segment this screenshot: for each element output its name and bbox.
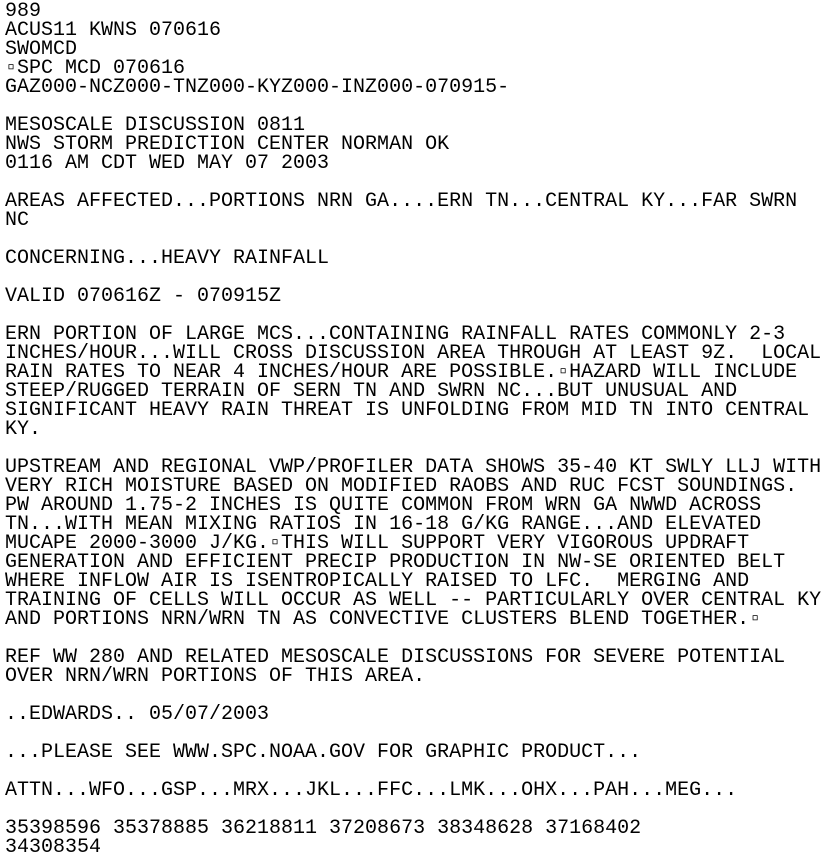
attn-line: ATTN...WFO...GSP...MRX...JKL...FFC...LMK...OHX...PAH...MEG... (5, 779, 738, 802)
wmo-header: ACUS11 KWNS 070616 (5, 19, 222, 42)
summary-line: INCHES/HOUR...WILL CROSS DISCUSSION AREA THROUGH AT LEAST 9Z. LOCAL (5, 342, 822, 365)
discussion-line: MUCAPE 2000-3000 J/KG.▫THIS WILL SUPPORT VERY VIGOROUS UPDRAFT (5, 532, 750, 555)
summary-line: SIGNIFICANT HEAVY RAIN THREAT IS UNFOLDING FROM MID TN INTO CENTRAL (5, 399, 810, 422)
spc-product-line: ▫SPC MCD 070616 (5, 57, 186, 80)
discussion-title: MESOSCALE DISCUSSION 0811 (5, 114, 306, 137)
forecaster-signature: ..EDWARDS.. 05/07/2003 (5, 703, 270, 726)
summary-line: STEEP/RUGGED TERRAIN OF SERN TN AND SWRN NC...BUT UNUSUAL AND (5, 380, 738, 403)
awips-id: SWOMCD (5, 38, 78, 61)
discussion-line: TRAINING OF CELLS WILL OCCUR AS WELL -- PARTICULARLY OVER CENTRAL KY (5, 589, 822, 612)
summary-line: RAIN RATES TO NEAR 4 INCHES/HOUR ARE POSSIBLE.▫HAZARD WILL INCLUDE (5, 361, 798, 384)
valid-time-line: VALID 070616Z - 070915Z (5, 285, 282, 308)
reference-line: OVER NRN/WRN PORTIONS OF THIS AREA. (5, 665, 426, 688)
bulletin-text (5, 2, 821, 857)
discussion-line: TN...WITH MEAN MIXING RATIOS IN 16-18 G/KG RANGE...AND ELEVATED (5, 513, 762, 536)
ugc-line: GAZ000-NCZ000-TNZ000-KYZ000-INZ000-070915- (5, 76, 510, 99)
areas-affected-line-2: NC (5, 209, 30, 232)
discussion-line: GENERATION AND EFFICIENT PRECIP PRODUCTION IN NW-SE ORIENTED BELT (5, 551, 786, 574)
areas-affected-line-1: AREAS AFFECTED...PORTIONS NRN GA....ERN TN...CENTRAL KY...FAR SWRN (5, 190, 798, 213)
issue-time: 0116 AM CDT WED MAY 07 2003 (5, 152, 330, 175)
discussion-line: AND PORTIONS NRN/WRN TN AS CONVECTIVE CLUSTERS BLEND TOGETHER.▫ (5, 608, 762, 631)
discussion-line: WHERE INFLOW AIR IS ISENTROPICALLY RAISED TO LFC. MERGING AND (5, 570, 750, 593)
issuing-office: NWS STORM PREDICTION CENTER NORMAN OK (5, 133, 450, 156)
coordinates-line-1: 35398596 35378885 36218811 37208673 38348628 37168402 (5, 817, 642, 840)
reference-line: REF WW 280 AND RELATED MESOSCALE DISCUSSIONS FOR SEVERE POTENTIAL (5, 646, 786, 669)
graphic-product-note: ...PLEASE SEE WWW.SPC.NOAA.GOV FOR GRAPHIC PRODUCT... (5, 741, 642, 764)
discussion-line: UPSTREAM AND REGIONAL VWP/PROFILER DATA SHOWS 35-40 KT SWLY LLJ WITH (5, 456, 822, 479)
discussion-line: PW AROUND 1.75-2 INCHES IS QUITE COMMON FROM WRN GA NWWD ACROSS (5, 494, 762, 517)
summary-line: KY. (5, 418, 42, 441)
concerning-line: CONCERNING...HEAVY RAINFALL (5, 247, 330, 270)
discussion-line: VERY RICH MOISTURE BASED ON MODIFIED RAOBS AND RUC FCST SOUNDINGS. (5, 475, 798, 498)
summary-line: ERN PORTION OF LARGE MCS...CONTAINING RAINFALL RATES COMMONLY 2-3 (5, 323, 786, 346)
coordinates-line-2: 34308354 (5, 836, 102, 859)
sequence-number: 989 (5, 0, 42, 23)
